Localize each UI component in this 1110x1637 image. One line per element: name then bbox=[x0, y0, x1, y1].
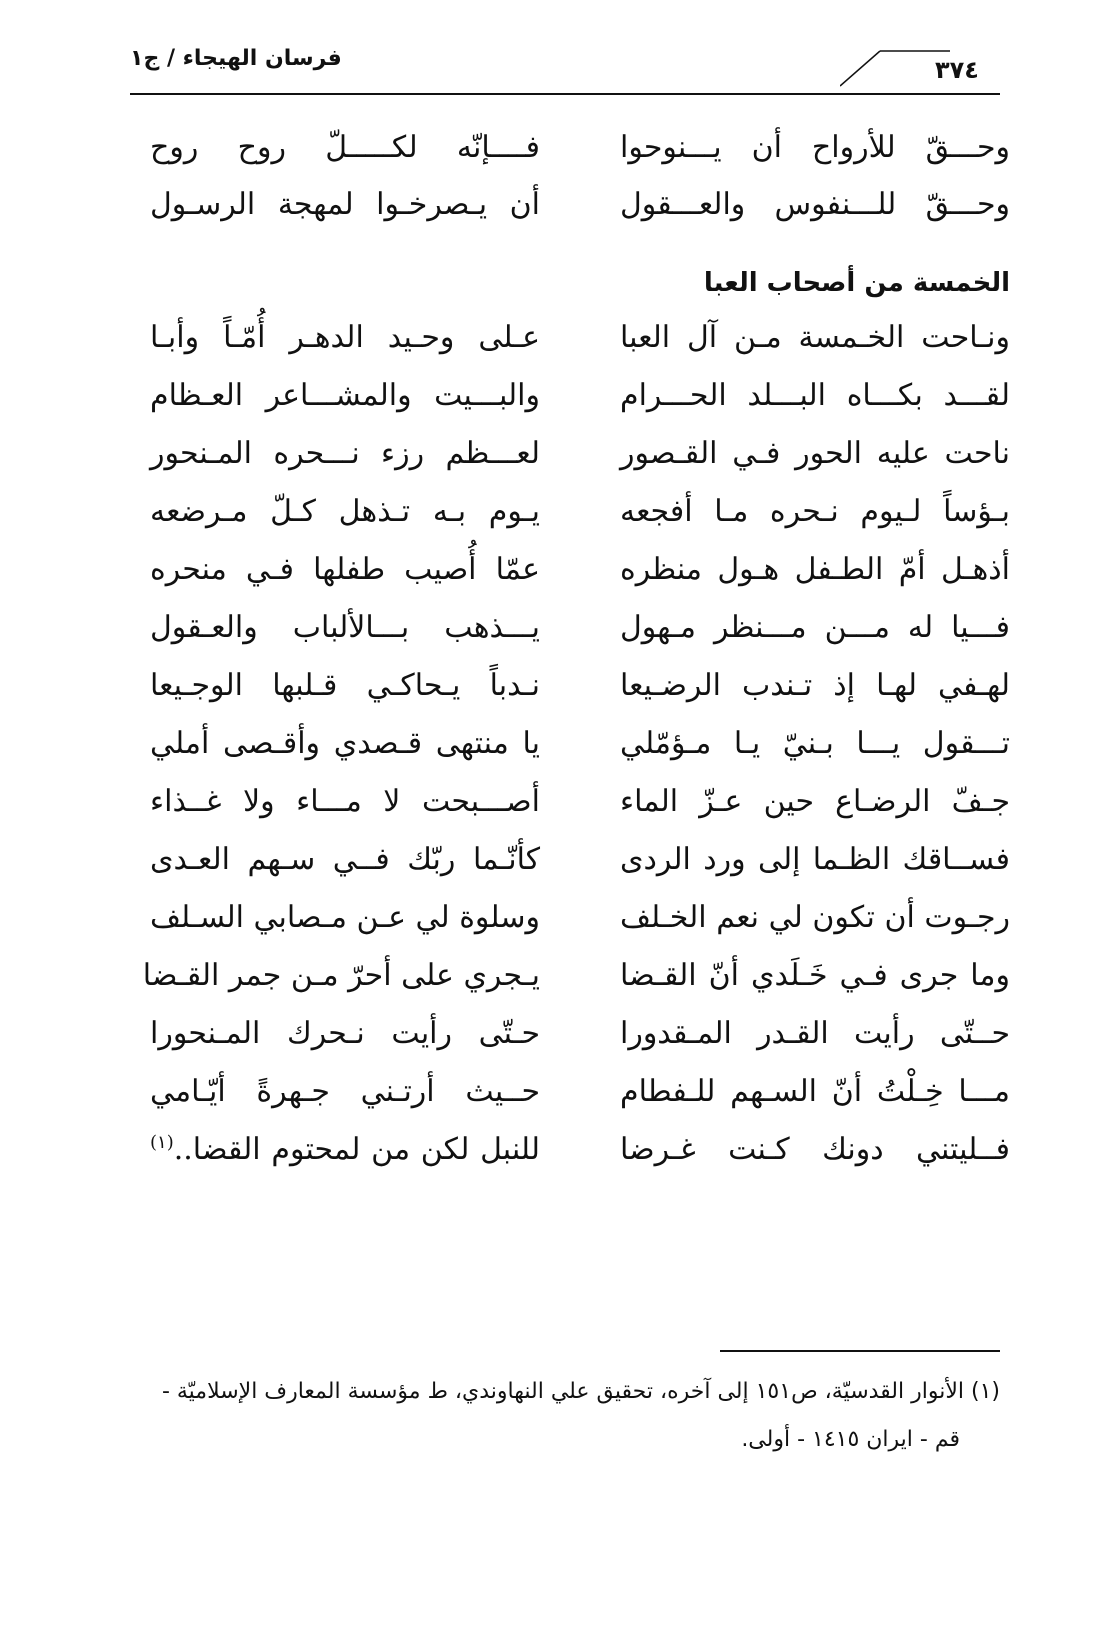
verse-line bbox=[150, 900, 1010, 950]
verse-line bbox=[150, 436, 1010, 486]
hemistich-left bbox=[150, 668, 540, 718]
book-title: فرسان الهيجاء / ج١ bbox=[130, 46, 342, 71]
hemistich-right: ونـاحت الخـمسة مـن آل العبا bbox=[620, 320, 1010, 355]
verse-line bbox=[150, 552, 1010, 602]
hemistich-text: لعـــظم رزء نـــحره المـنحور bbox=[150, 436, 540, 471]
hemistich-right: وما جرى فـي خَـلَدي أنّ القـضا bbox=[620, 958, 1010, 993]
verse-line bbox=[142, 958, 1010, 1008]
hemistich-left bbox=[150, 187, 540, 237]
hemistich-text: أن يـصرخـوا لمهجة الرسـول bbox=[150, 187, 540, 222]
page-header bbox=[0, 0, 1110, 110]
hemistich-left bbox=[150, 130, 540, 180]
hemistich-text: فــــإنّه لكـــــلّ روح روح bbox=[150, 130, 540, 165]
section-title: الخمسة من أصحاب العبا bbox=[703, 268, 1010, 298]
verse-line bbox=[150, 1016, 1010, 1066]
hemistich-text: كأنّـما ربّك فــي سـهم العـدى bbox=[150, 842, 540, 877]
hemistich-text: والبـــيت والمشـــاعر العـظام bbox=[150, 378, 540, 413]
page-number: ٣٧٤ bbox=[935, 56, 979, 84]
hemistich-right: وحـــقّ للأرواح أن يـــنوحوا bbox=[620, 130, 1010, 165]
hemistich-right: أذهـل أمّ الطـفل هـول منظره bbox=[620, 552, 1010, 587]
footnote-line: قم - ايران ١٤١٥ - أولى. bbox=[741, 1427, 960, 1452]
hemistich-text: عـلى وحـيد الدهـر أُمّـاً وأبـا bbox=[150, 320, 540, 355]
hemistich-left bbox=[150, 494, 540, 544]
hemistich-left bbox=[150, 784, 540, 834]
hemistich-left bbox=[150, 320, 540, 370]
verse-line bbox=[150, 610, 1010, 660]
hemistich-left bbox=[150, 1016, 540, 1066]
hemistich-left bbox=[150, 726, 540, 776]
verse-line bbox=[150, 842, 1010, 892]
verse-line bbox=[150, 726, 1010, 776]
hemistich-right: فــليتني دونك كـنت غـرضا bbox=[620, 1132, 1010, 1167]
verse-line bbox=[150, 668, 1010, 718]
hemistich-right: وحـــقّ للـــنفوس والعـــقول bbox=[620, 187, 1010, 222]
hemistich-left bbox=[150, 552, 540, 602]
hemistich-left bbox=[150, 1132, 540, 1182]
verse-line bbox=[150, 784, 1010, 834]
hemistich-text: للنبل لكن من لمحتوم القضا.. bbox=[173, 1132, 540, 1167]
hemistich-left bbox=[142, 958, 540, 1008]
footnote-reference: (١) bbox=[150, 1132, 174, 1153]
verse-line bbox=[150, 130, 1010, 180]
hemistich-right: رجـوت أن تكون لي نعم الخـلف bbox=[620, 900, 1010, 935]
footnote-line: (١) الأنوار القدسيّة، ص١٥١ إلى آخره، تحقيق علي النهاوندي، ط مؤسسة المعارف الإسلاميّة - bbox=[161, 1379, 1000, 1404]
hemistich-text: وسلوة لي عـن مـصابي السـلف bbox=[150, 900, 540, 935]
hemistich-right: حــتّى رأيت القـدر المـقدورا bbox=[620, 1016, 1010, 1051]
verse-line bbox=[150, 1074, 1010, 1124]
hemistich-text: يـــذهب بـــالألباب والعـقول bbox=[150, 610, 540, 645]
hemistich-text: عمّا أُصيب طفلها فـي منحره bbox=[150, 552, 540, 587]
hemistich-text: يـجري على أحرّ مـن جمر القـضا bbox=[142, 958, 540, 993]
hemistich-right: مـــا خِـلْتُ أنّ السـهم للـفطام bbox=[620, 1074, 1010, 1109]
hemistich-text: يا منتهى قـصدي وأقـصى أملي bbox=[150, 726, 540, 761]
hemistich-right: جـفّ الرضـاع حين عـزّ الماء bbox=[620, 784, 1010, 819]
hemistich-left bbox=[150, 436, 540, 486]
hemistich-right: لقـــد بكـــاه البـــلد الحـــرام bbox=[620, 378, 1010, 413]
hemistich-left bbox=[150, 378, 540, 428]
verse-line bbox=[150, 378, 1010, 428]
hemistich-text: نـدباً يـحاكـي قـلبها الوجـيعا bbox=[150, 668, 540, 703]
header-ornament bbox=[840, 46, 950, 91]
hemistich-right: تـــقول يـــا بـنيّ يـا مـؤمّلي bbox=[620, 726, 1010, 761]
hemistich-text: أصـــبحت لا مـــاء ولا غــذاء bbox=[150, 784, 540, 819]
hemistich-right: بـؤساً لـيوم نـحره مـا أفجعه bbox=[620, 494, 1010, 529]
hemistich-left bbox=[150, 610, 540, 660]
hemistich-text: حـتّى رأيت نـحرك المـنحورا bbox=[150, 1016, 540, 1051]
footnote-rule bbox=[720, 1350, 1000, 1352]
hemistich-text: يـوم بـه تـذهل كـلّ مـرضعه bbox=[150, 494, 540, 529]
verse-line bbox=[150, 187, 1010, 237]
hemistich-right: فســاقك الظـما إلى ورد الردى bbox=[620, 842, 1010, 877]
hemistich-left bbox=[150, 1074, 540, 1124]
footnote bbox=[120, 1368, 1000, 1464]
hemistich-left bbox=[150, 900, 540, 950]
hemistich-right: فـــيا له مـــن مـــنظر مـهول bbox=[620, 610, 1010, 645]
hemistich-left bbox=[150, 842, 540, 892]
verse-line bbox=[150, 1132, 1010, 1182]
verse-line bbox=[150, 494, 1010, 544]
hemistich-right: ناحت عليه الحور فـي القـصور bbox=[620, 436, 1010, 471]
hemistich-right: لهـفي لهـا إذ تـندب الرضـيعا bbox=[620, 668, 1010, 703]
verse-line bbox=[150, 320, 1010, 370]
header-rule bbox=[130, 93, 1000, 95]
hemistich-text: حــيث أرتـني جـهرةً أيّـامي bbox=[150, 1074, 540, 1109]
